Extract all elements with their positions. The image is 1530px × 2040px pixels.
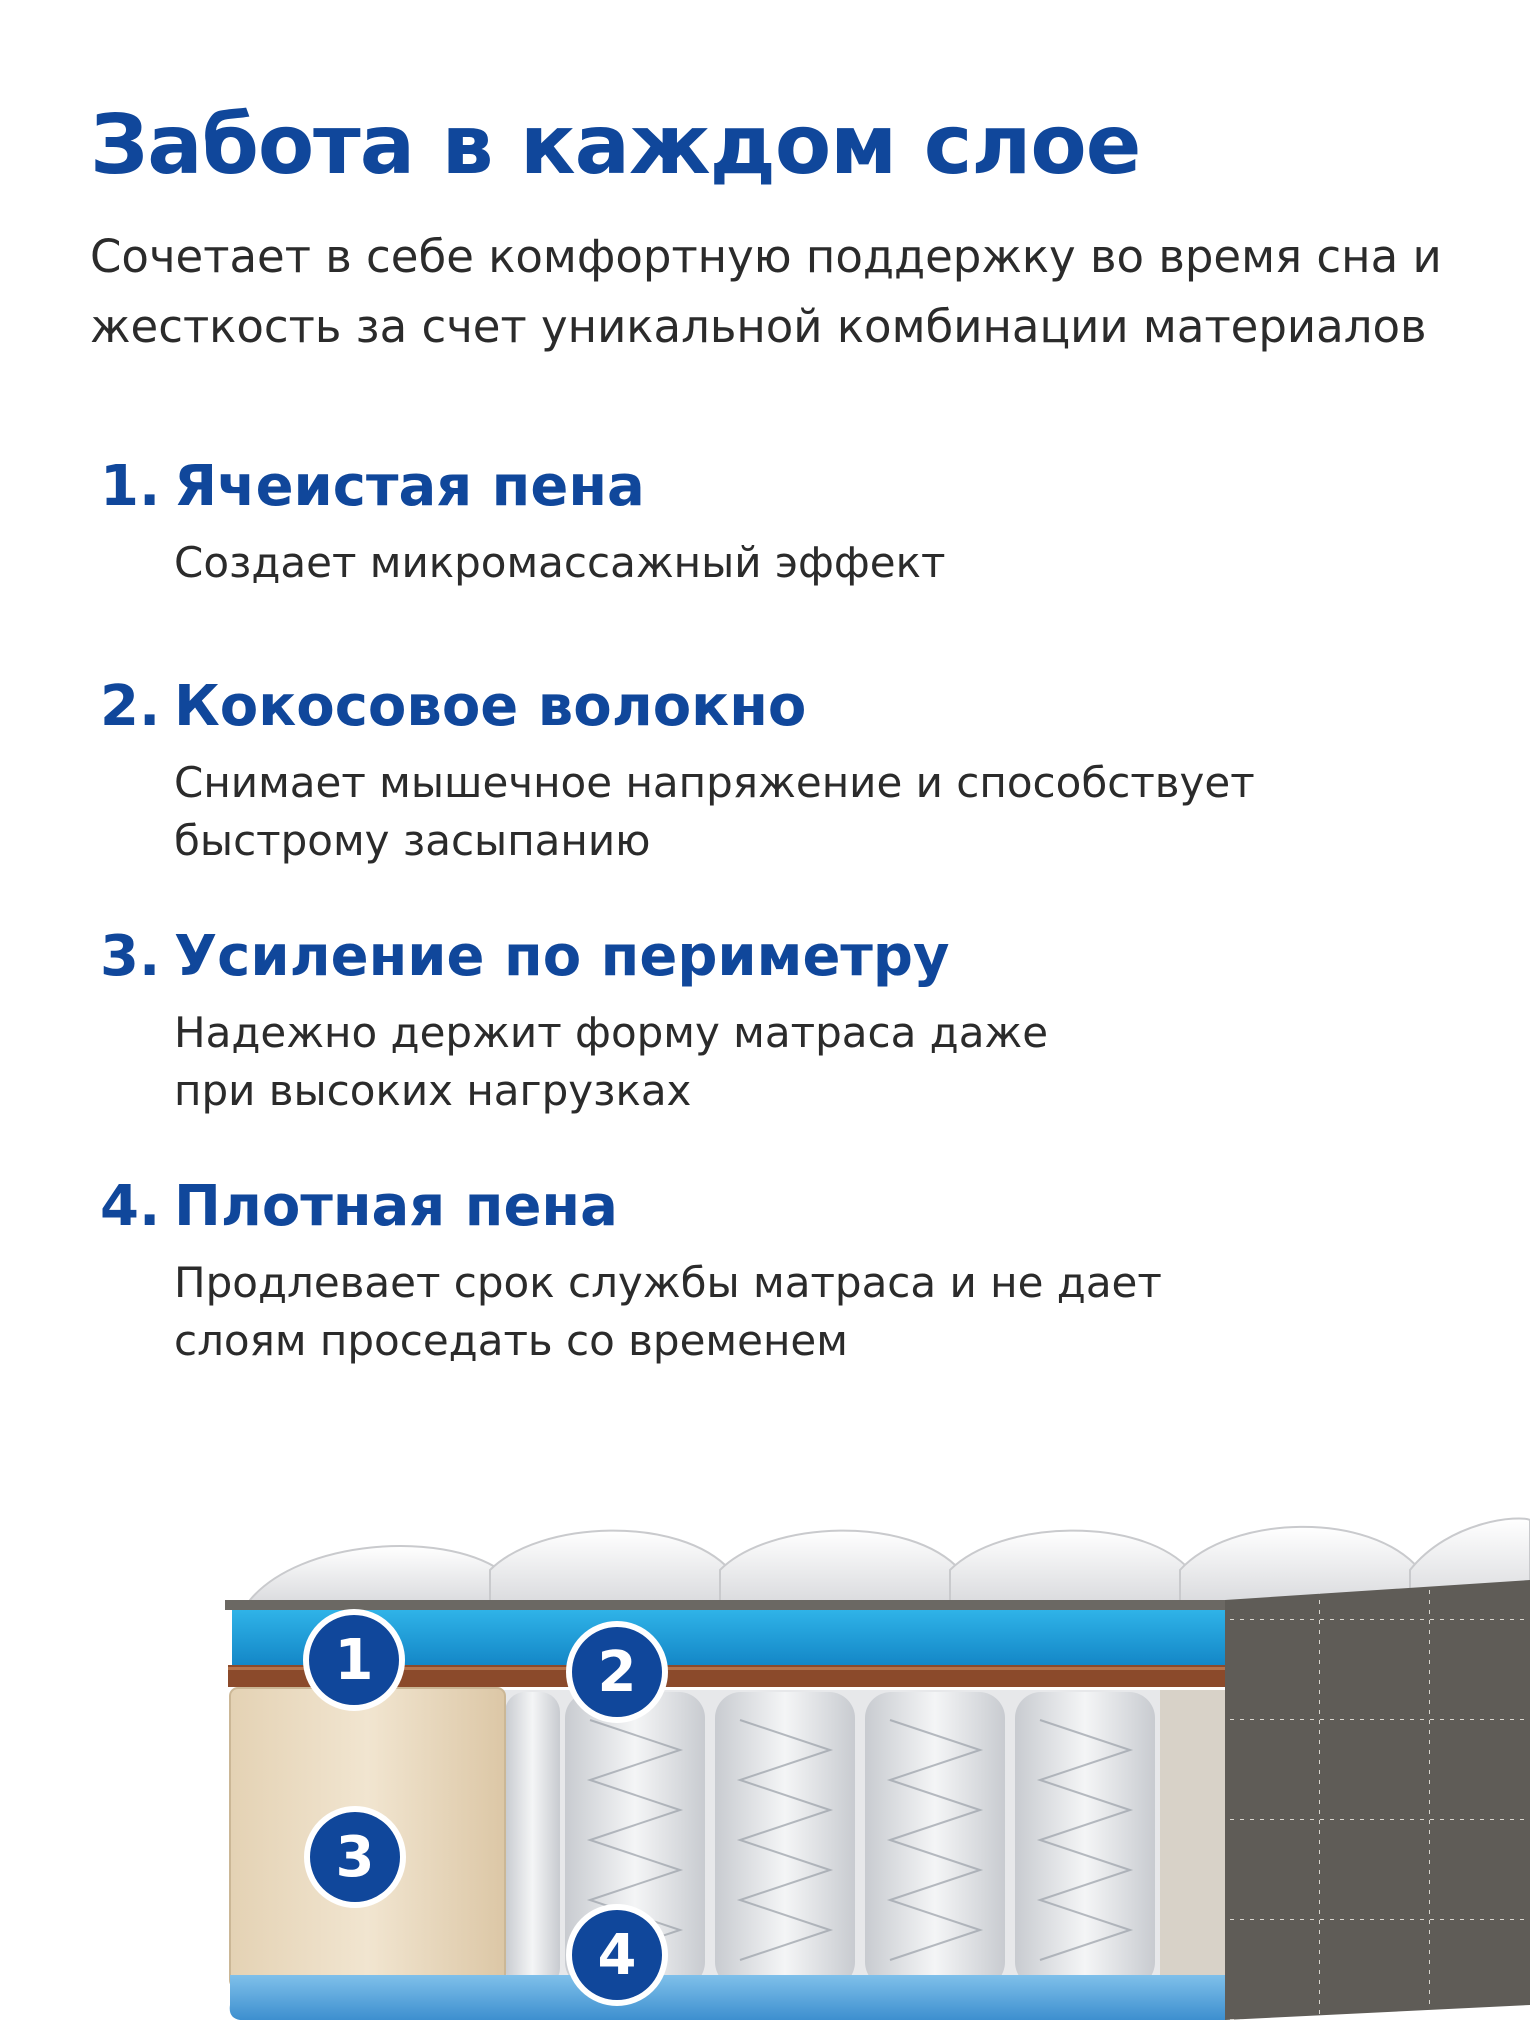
feature-heading bbox=[100, 452, 1450, 522]
feature-heading bbox=[100, 922, 1450, 992]
layer-badge-1 bbox=[306, 1612, 402, 1708]
feature-description: Надежно держит форму матраса даже при высоких нагрузках bbox=[174, 1008, 1049, 1115]
feature-number: 3. bbox=[100, 924, 161, 989]
feature-title: Ячеистая пена bbox=[174, 454, 645, 519]
feature-item-coconut-fiber bbox=[100, 672, 1450, 870]
page-title: Забота в каждом слое bbox=[90, 98, 1141, 193]
feature-number: 4. bbox=[100, 1174, 161, 1239]
feature-title: Плотная пена bbox=[174, 1174, 618, 1239]
layer-dense-foam bbox=[230, 1975, 1225, 2020]
feature-number: 2. bbox=[100, 674, 161, 739]
badge-number: 3 bbox=[335, 1825, 375, 1890]
badge-number: 4 bbox=[597, 1923, 637, 1988]
layer-badge-4 bbox=[569, 1907, 665, 2003]
top-border bbox=[225, 1600, 1225, 1610]
mattress-cross-section bbox=[0, 1420, 1530, 2040]
intro-text: Сочетает в себе комфортную поддержку во время сна и жесткость за счет уникальной комбинации материалов bbox=[90, 230, 1442, 353]
feature-number: 1. bbox=[100, 454, 161, 519]
feature-item-dense-foam bbox=[100, 1172, 1450, 1370]
badge-number: 2 bbox=[597, 1640, 637, 1705]
feature-description: Снимает мышечное напряжение и способствует быстрому засыпанию bbox=[174, 758, 1255, 865]
feature-title: Усиление по периметру bbox=[174, 924, 950, 989]
feature-item-perimeter-reinforcement bbox=[100, 922, 1450, 1120]
layer-badge-3 bbox=[307, 1809, 403, 1905]
feature-heading bbox=[100, 1172, 1450, 1242]
feature-heading bbox=[100, 672, 1450, 742]
feature-item-cellular-foam bbox=[100, 452, 1450, 592]
side-cover-panel bbox=[1225, 1580, 1530, 2020]
quilted-top-layer bbox=[250, 1518, 1530, 1605]
feature-description: Продлевает срок службы матраса и не дает слоям проседать со временем bbox=[174, 1258, 1162, 1365]
layer-badge-2 bbox=[569, 1624, 665, 1720]
badge-number: 1 bbox=[334, 1628, 374, 1693]
feature-title: Кокосовое волокно bbox=[174, 674, 807, 739]
feature-description: Создает микромассажный эффект bbox=[174, 538, 946, 587]
